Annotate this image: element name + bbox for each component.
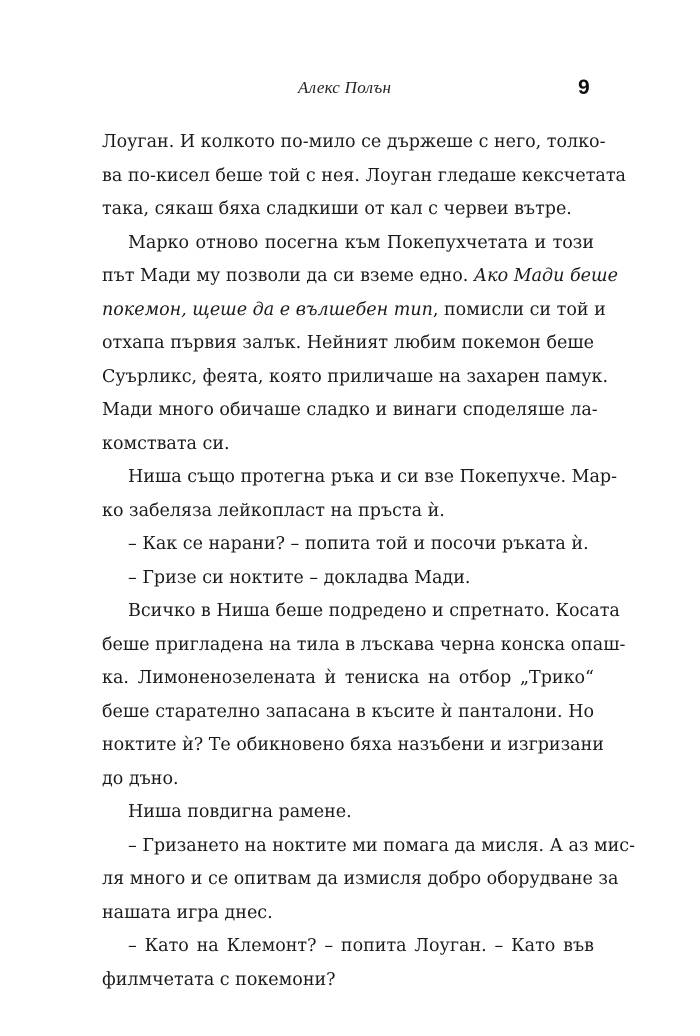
dialogue-line: – Като на Клемонт? – попита Лоуган. – Като във bbox=[128, 936, 594, 956]
text-line: Ниша също протегна ръка и си взе Покепухче. Мар- bbox=[128, 467, 618, 487]
text-line bbox=[102, 294, 606, 328]
text-line: ка. Лимоненозелената ѝ тениска на отбор „Трико“ bbox=[102, 668, 594, 688]
text-line: нашата игра днес. bbox=[102, 902, 273, 923]
running-header bbox=[0, 78, 700, 102]
text-line: беше старателно запасана в късите ѝ панталони. Но bbox=[102, 701, 594, 722]
text-body bbox=[102, 126, 636, 997]
text-line: така, сякаш бяха сладкиши от кал с червеи вътре. bbox=[102, 199, 572, 219]
text-line: Лоуган. И колкото по-мило се държеше с него, толко- bbox=[102, 132, 606, 152]
text-line: Марко отново посегна към Покепухчетата и този bbox=[128, 232, 594, 253]
dialogue-line: – Как се нарани? – попита той и посочи ръката ѝ. bbox=[128, 534, 589, 554]
italic-text: покемон, щеше да е вълшебен тип bbox=[102, 299, 433, 320]
text-line: Ниша повдигна рамене. bbox=[128, 802, 352, 822]
text-line: Суърликс, феята, която приличаше на захарен памук. bbox=[102, 366, 609, 387]
dialogue-line: – Гризе си ноктите – докладва Мади. bbox=[128, 567, 471, 588]
text-segment: , помисли си той и bbox=[432, 299, 606, 320]
text-line: ля много и се опитвам да измисля добро оборудване за bbox=[102, 869, 619, 889]
text-line: комствата си. bbox=[102, 433, 230, 454]
text-segment: път Мади му позволи да си вземе едно. bbox=[102, 266, 474, 286]
text-line bbox=[102, 260, 618, 294]
italic-text: Ако Мади беше bbox=[473, 266, 618, 286]
text-line: ноктите ѝ? Те обикновено бяха назъбени и изгризани bbox=[102, 735, 604, 755]
text-line: филмчетата с покемони? bbox=[102, 969, 336, 990]
text-line: отхапа първия залък. Нейният любим покемон беше bbox=[102, 333, 594, 353]
text-line: Мади много обичаше сладко и винаги споделяше ла- bbox=[102, 400, 598, 420]
dialogue-line: – Гризането на ноктите ми помага да мисля. А аз мис- bbox=[128, 835, 636, 856]
text-line: беше пригладена на тила в лъскава черна конска опаш- bbox=[102, 634, 626, 655]
page-number: 9 bbox=[578, 76, 590, 99]
text-line: ва по-кисел беше той с нея. Лоуган гледаше кексчетата bbox=[102, 165, 626, 186]
text-line: до дъно. bbox=[102, 768, 179, 789]
text-line: Всичко в Ниша беше подредено и спретнато. Косата bbox=[128, 601, 620, 621]
running-header-author: Алекс Полън bbox=[298, 78, 392, 97]
text-line: ко забеляза лейкопласт на пръста ѝ. bbox=[102, 500, 445, 521]
